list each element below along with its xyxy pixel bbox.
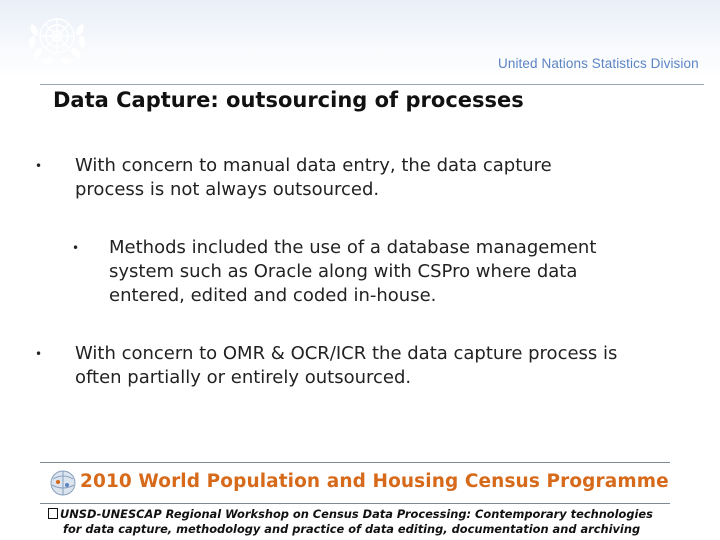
- banner-title: 2010 World Population and Housing Census Programme: [80, 471, 669, 492]
- bullet-dot: •: [72, 241, 80, 255]
- workshop-title-line-1: [48, 507, 718, 521]
- census-programme-banner: [42, 465, 676, 501]
- bullet-line: With concern to manual data entry, the data capture: [75, 155, 552, 176]
- bullet-dot: •: [35, 347, 43, 361]
- census-globe-icon: [46, 467, 80, 499]
- footer-divider-top: [40, 462, 670, 463]
- slide-title: Data Capture: outsourcing of processes: [53, 88, 524, 112]
- bullet-item: [35, 154, 695, 202]
- header-divider: [40, 84, 704, 85]
- bullet-line: process is not always outsourced.: [75, 179, 380, 200]
- workshop-text-1: UNSD-UNESCAP Regional Workshop on Census Data Processing: Contemporary technologies: [60, 507, 653, 521]
- checkbox-glyph-icon: [48, 508, 58, 519]
- sub-bullet-item: [72, 236, 692, 308]
- bullet-text: [75, 342, 617, 390]
- bullet-line: entered, edited and coded in-house.: [109, 285, 437, 306]
- division-name: United Nations Statistics Division: [498, 56, 699, 71]
- bullet-text: [75, 154, 552, 202]
- bullet-line: With concern to OMR & OCR/ICR the data capture process is: [75, 343, 618, 364]
- workshop-text-2: for data capture, methodology and practice of data editing, documentation and archiving: [63, 522, 641, 536]
- bullet-text: [109, 236, 596, 308]
- bullet-line: Methods included the use of a database management: [109, 237, 597, 258]
- workshop-title-line-2: [63, 522, 720, 536]
- bullet-line: system such as Oracle along with CSPro where data: [109, 261, 578, 282]
- un-emblem-icon: [20, 8, 94, 72]
- bullet-dot: •: [35, 159, 43, 173]
- bullet-line: often partially or entirely outsourced.: [75, 367, 412, 388]
- footer-divider-bottom: [40, 503, 670, 504]
- bullet-item: [35, 342, 705, 390]
